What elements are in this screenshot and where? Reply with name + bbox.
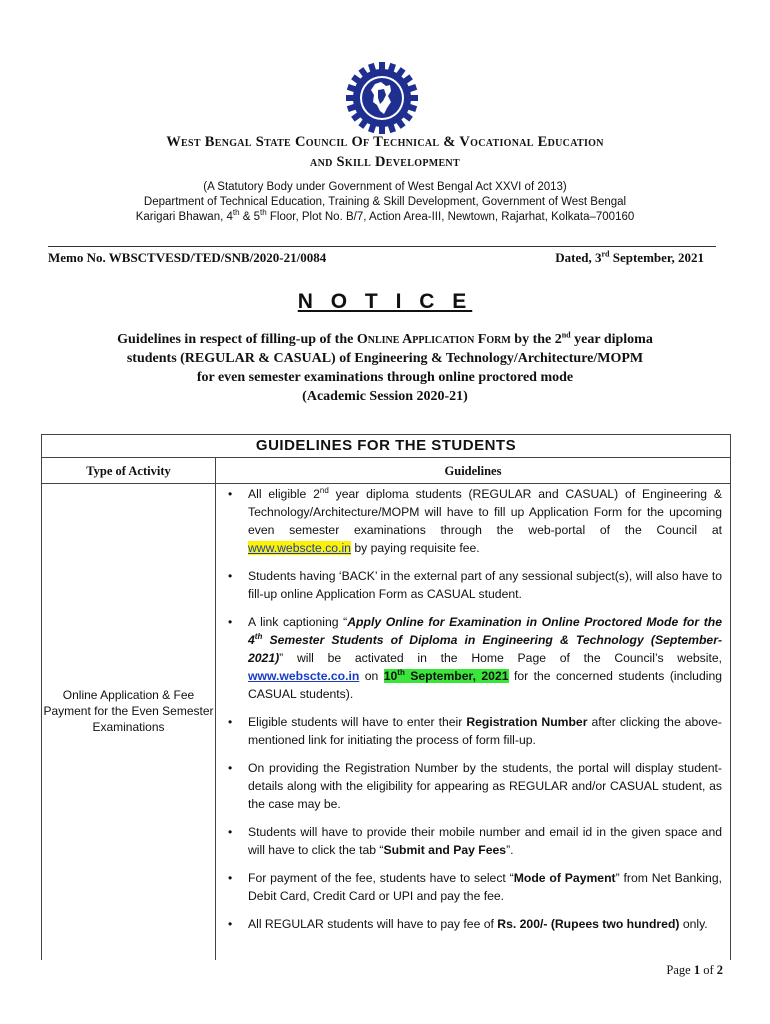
website-link[interactable]: www.webscte.co.in	[248, 669, 360, 683]
list-item: • All eligible 2nd year diploma students (REGULAR and CASUAL) of Engineering & Technology/Architecture/MOPM will have to fill up Application Form for the upcoming even semester examinations through the web-portal of the Council at www.webscte.co.in by paying requisite fee.	[228, 485, 722, 555]
page-number: Page 1 of 2	[666, 963, 723, 977]
department-line: Department of Technical Education, Training & Skill Development, Government of West Bengal	[143, 196, 627, 208]
list-item: • All REGULAR students will have to pay fee of Rs. 200/- (Rupees two hundred) only.	[228, 917, 708, 931]
guidelines-heading: Guidelines in respect of filling-up of the Online Application Form by the 2nd year diploma students (REGULAR & CASUAL) of Engineering & Technology/Architecture/MOPM for even semester examinations through online proctored mode (Academic Session 2020-21)	[117, 330, 653, 404]
statutory-body-line: (A Statutory Body under Government of West Bengal Act XXVI of 2013)	[203, 181, 567, 193]
table-title: GUIDELINES FOR THE STUDENTS	[255, 437, 517, 454]
guidelines-list	[216, 485, 730, 943]
website-link[interactable]: www.webscte.co.in	[248, 541, 351, 555]
activity-cell: Online Application & Fee Payment for the Even Semester Examinations	[43, 688, 214, 734]
list-item: • Students will have to provide their mobile number and email id in the given space and will have to click the tab “Submit and Pay Fees”.	[228, 825, 722, 857]
bullet-icon: •	[228, 615, 233, 629]
list-item: • Eligible students will have to enter their Registration Number after clicking the above-mentioned link for initiating the process of form fill-up.	[228, 715, 722, 747]
list-item: • On providing the Registration Number by the students, the portal will display student-details along with the eligibility for appearing as REGULAR and/or CASUAL student, as the case may be.	[228, 761, 722, 811]
memo-number: Memo No. WBSCTVESD/TED/SNB/2020-21/0084	[48, 250, 327, 265]
activation-date: 10th September, 2021	[383, 667, 509, 683]
notice-title: N O T I C E	[297, 290, 473, 313]
bullet-icon: •	[228, 825, 233, 839]
bullet-icon: •	[228, 715, 233, 729]
list-item: • A link captioning “Apply Online for Examination in Online Proctored Mode for the 4th Semester Students of Diploma in Engineering & Technology (September-2021)” will be activated in the Home Page of the Council’s website, www.webscte.co.in on 10th September, 2021 for the concerned students (including CASUAL students).	[228, 615, 723, 701]
list-item: • For payment of the fee, students have to select “Mode of Payment” from Net Banking, Debit Card, Credit Card or UPI and pay the fee.	[228, 871, 722, 903]
bullet-icon: •	[228, 569, 233, 583]
address-line: Karigari Bhawan, 4th & 5th Floor, Plot No. B/7, Action Area-III, Newtown, Rajarhat, Kolkata–700160	[135, 208, 635, 223]
bullet-icon: •	[228, 871, 233, 885]
memo-date: Dated, 3rd September, 2021	[555, 249, 704, 265]
header-divider	[48, 246, 716, 247]
bullet-icon: •	[228, 487, 233, 501]
column-header-activity: Type of Activity	[86, 464, 171, 478]
council-logo-icon	[344, 60, 420, 136]
bullet-icon: •	[228, 761, 233, 775]
table-divider	[42, 457, 730, 458]
column-header-guidelines: Guidelines	[444, 464, 502, 478]
org-name-line2: and Skill Development	[310, 154, 460, 170]
list-item: • Students having ‘BACK’ in the external part of any sessional subject(s), will also have to fill-up online Application Form as CASUAL student.	[228, 569, 722, 601]
table-divider	[42, 483, 730, 484]
org-name-line1: West Bengal State Council Of Technical & Vocational Education	[166, 134, 604, 150]
guidelines-table	[41, 434, 731, 960]
bullet-icon: •	[228, 917, 233, 931]
